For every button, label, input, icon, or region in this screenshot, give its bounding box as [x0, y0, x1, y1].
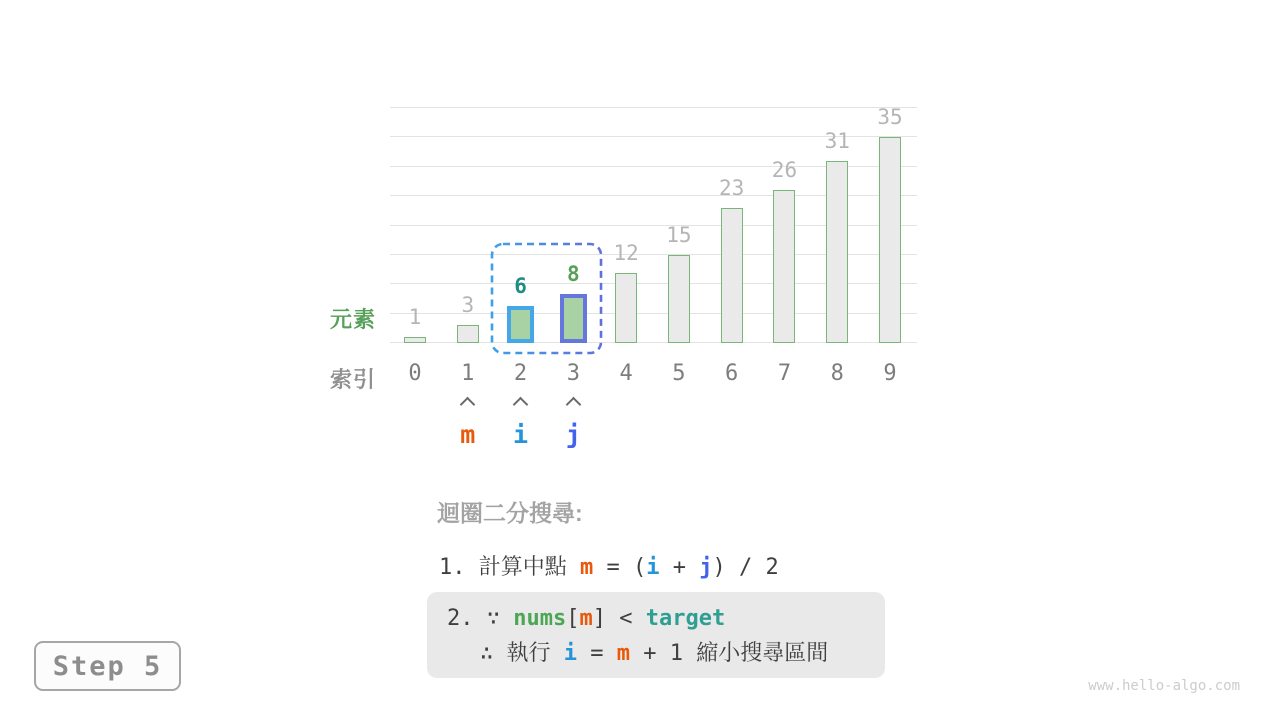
ylabel-element: 元素 [330, 307, 377, 332]
index-label-7: 7 [777, 361, 792, 386]
text-segment: target [645, 606, 726, 631]
bar-value-label: 15 [666, 222, 692, 247]
bar-value-label: 1 [408, 305, 422, 330]
text-segment: 1. 計算中點 [439, 555, 580, 580]
index-label-9: 9 [883, 361, 897, 386]
index-label-0: 0 [408, 361, 422, 386]
text-segment: i [646, 555, 660, 580]
bar-index-8 [826, 161, 848, 343]
index-label-1: 1 [461, 361, 475, 386]
bar-index-0 [404, 337, 426, 343]
arrow-up-icon [566, 397, 582, 413]
bar-chart-plot [390, 104, 917, 343]
bar-value-label: 6 [514, 273, 527, 298]
arrow-up-icon [460, 397, 476, 413]
index-label-5: 5 [672, 361, 686, 386]
text-segment: i [563, 641, 577, 666]
bar-index-4 [615, 273, 637, 344]
text-segment: = ( [593, 555, 647, 580]
text-segment: m [579, 555, 594, 580]
text-segment: m [616, 641, 630, 666]
caption-step2-action [447, 638, 885, 669]
text-segment: < [605, 606, 646, 631]
caption-step1 [439, 550, 779, 581]
text-segment: 2. ∵ [447, 606, 514, 631]
text-segment: j [699, 555, 713, 580]
text-segment: ) / 2 [712, 555, 779, 580]
watermark: www.hello-algo.com [1088, 678, 1240, 694]
caption-title: 迴圈二分搜尋: [437, 500, 583, 526]
text-segment: ∴ 執行 [480, 641, 564, 666]
step-badge: Step 5 [34, 641, 181, 691]
index-label-4: 4 [619, 361, 633, 386]
index-label-3: 3 [566, 361, 580, 386]
bar-value-label: 35 [877, 105, 903, 130]
index-row [0, 361, 1280, 391]
bar-index-1 [457, 325, 479, 343]
bar-index-5 [668, 255, 690, 343]
bar-value-label: 3 [461, 293, 475, 318]
caption-step2-condition [447, 603, 885, 634]
gridline [390, 107, 917, 108]
pointer-label-m: m [460, 420, 476, 449]
index-label-2: 2 [513, 361, 528, 386]
text-segment: ] [592, 606, 606, 631]
bar-value-label: 23 [719, 175, 745, 200]
index-label-8: 8 [830, 361, 844, 386]
text-segment: = [577, 641, 617, 666]
text-segment: m [579, 606, 593, 631]
text-segment: + 1 縮小搜尋區間 [630, 641, 829, 666]
text-segment: + [659, 555, 700, 580]
arrow-up-icon [513, 397, 529, 413]
index-label-6: 6 [725, 361, 739, 386]
xlabel-index: 索引 [330, 367, 377, 392]
bar-index-3 [560, 294, 587, 343]
bar-value-label: 12 [613, 240, 639, 265]
caption-step2-box [427, 592, 885, 678]
bar-index-7 [773, 190, 795, 343]
bar-value-label: 31 [824, 128, 850, 153]
bar-value-label: 8 [567, 262, 580, 286]
bar-index-6 [721, 208, 743, 343]
bar-index-9 [879, 137, 901, 343]
pointer-label-i: i [513, 420, 529, 449]
bar-index-2 [507, 306, 534, 343]
text-segment: nums [513, 606, 567, 631]
bar-value-label: 26 [771, 158, 798, 183]
pointer-label-j: j [565, 420, 581, 449]
text-segment: [ [566, 606, 580, 631]
